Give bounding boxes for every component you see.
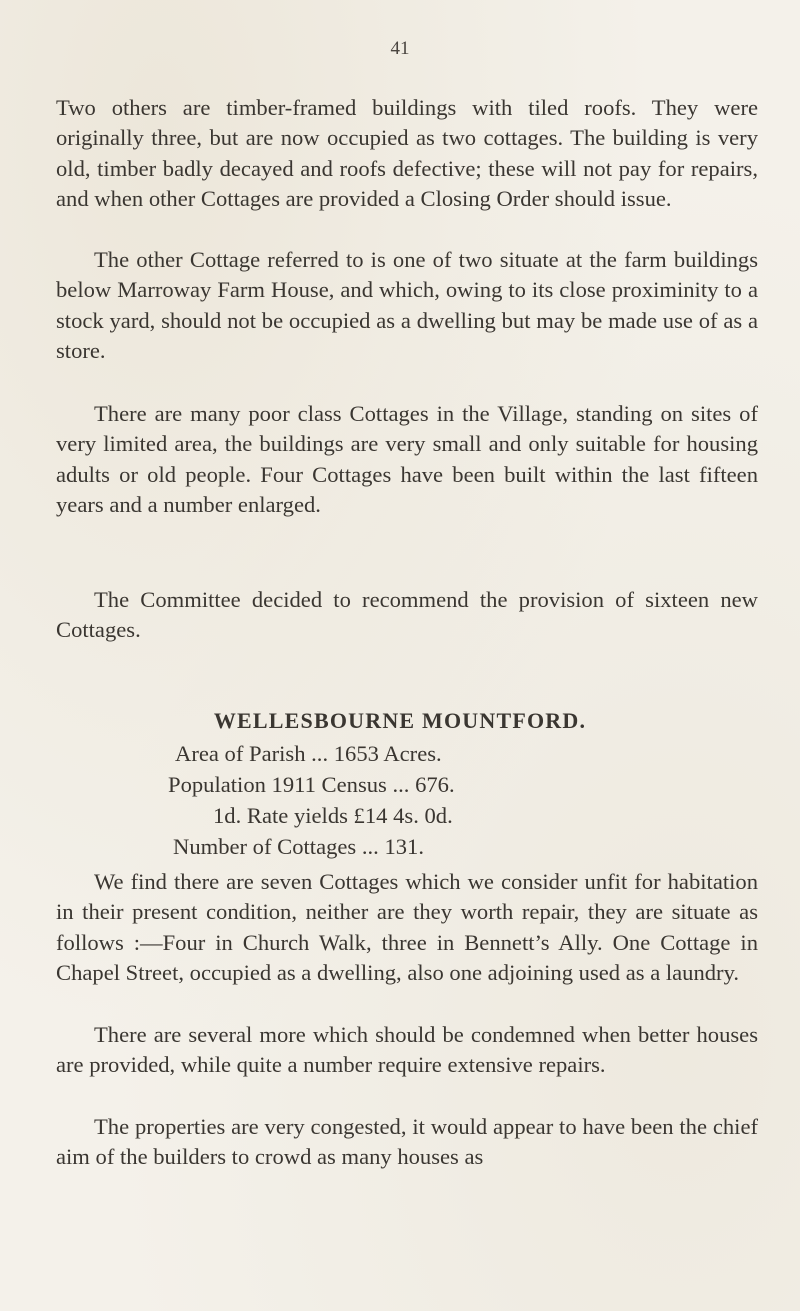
stat-population: Population 1911 Census ... 676. <box>168 772 455 797</box>
stat-number-of-cottages: Number of Cottages ... 131. <box>173 834 425 859</box>
stat-area-of-parish: Area of Parish ... 1653 Acres. <box>175 741 442 766</box>
paragraph-timber-framed: Two others are timber-framed buildings with tiled roofs. They were originally three, but are now occupied as two cottages. The building is very old, timber badly decayed and roofs defective; these will not pay for repairs, and when other Cottages are provided a Closing Order should issue. <box>56 95 758 211</box>
paragraph-village-cottages: There are many poor class Cottages in the Village, standing on sites of very limited area, the buildings are very small and only suitable for housing adults or old people. Four Cottages have been built within the last fifteen years and a number enlarged. <box>56 401 758 517</box>
section-heading: WELLESBOURNE MOUNTFORD. <box>213 708 587 733</box>
paragraph-condemned-houses: There are several more which should be condemned when better houses are provided, while quite a number require extensive repairs. <box>56 1022 758 1078</box>
paragraph-marroway-cottage: The other Cottage referred to is one of two situate at the farm buildings below Marroway Farm House, and which, owing to its close proximinity to a stock yard, should not be occupied as a dwelling but may be made use of as a store. <box>56 247 758 363</box>
paragraph-committee-decision: The Committee decided to recommend the provision of sixteen new Cottages. <box>56 587 758 643</box>
stat-rate-yields: 1d. Rate yields £14 4s. 0d. <box>213 803 453 828</box>
paragraph-unfit-cottages: We find there are seven Cottages which we consider unfit for habitation in their present condition, neither are they worth repair, they are situate as follows :—Four in Church Walk, three in Bennett’s Ally. One Cottage in Chapel Street, occupied as a dwelling, also one adjoining used as a laundry. <box>56 869 758 985</box>
paragraph-congested-properties: The properties are very congested, it would appear to have been the chief aim of the builders to crowd as many houses as <box>56 1114 758 1170</box>
page-number: 41 <box>390 38 410 59</box>
